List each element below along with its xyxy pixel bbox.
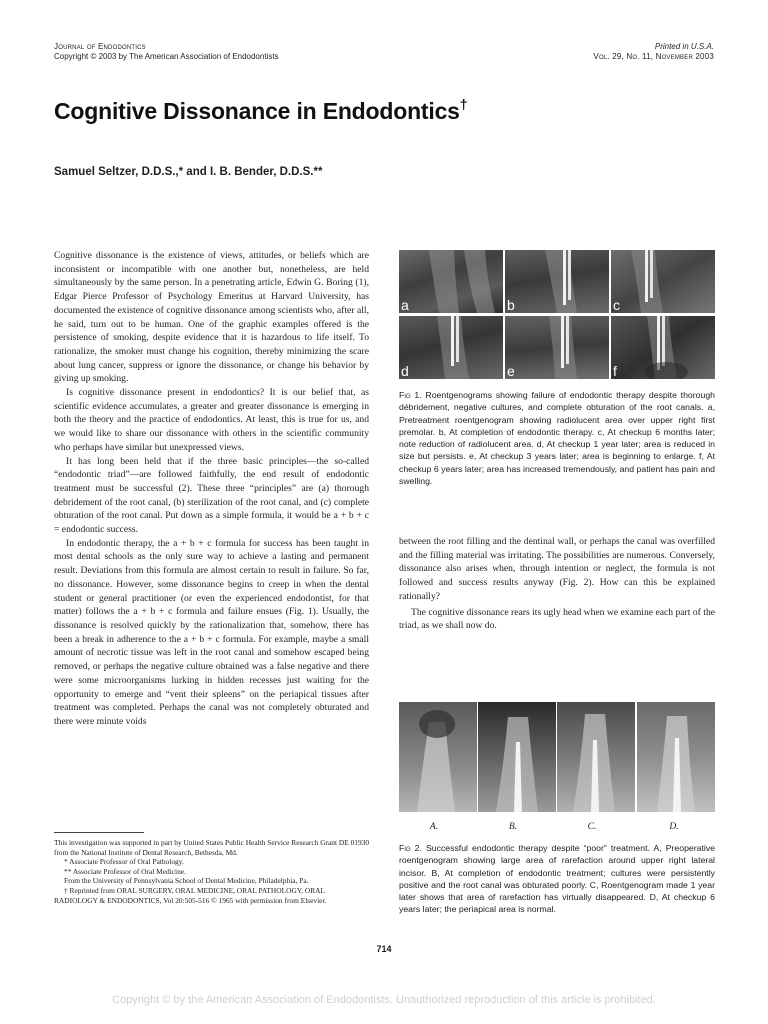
- xray-image-C: [557, 702, 635, 812]
- xray-image-a: [399, 250, 503, 313]
- xray-image-c: [611, 250, 715, 313]
- panel-label: a: [401, 297, 409, 313]
- footnote: * Associate Professor of Oral Pathology.: [64, 857, 184, 867]
- volume-info: Vol. 29, No. 11, November 2003: [593, 52, 714, 61]
- body-paragraph: The cognitive dissonance rears its ugly head when we examine each part of the triad, as we shall now do.: [399, 606, 715, 632]
- title-text: Cognitive Dissonance in Endodontics: [54, 98, 460, 124]
- panel-label: c: [613, 297, 620, 313]
- xray-image-B: [478, 702, 556, 812]
- article-authors: Samuel Seltzer, D.D.S.,* and I. B. Bender, D.D.S.**: [54, 166, 323, 178]
- body-right-column: [399, 535, 715, 633]
- footnotes: [54, 838, 370, 905]
- body-paragraph: In endodontic therapy, the a + b + c formula for success has been taught in most dental schools as the only sure way to achieve a lasting and permanent result. Deviations from this formula are almost certain to result in failure. So far, no dissonance. However, some dissonance begins to creep in when the dental student or general practitioner (or even the experienced endodontist, for that matter) follows the a + b + c formula and failure ensues (Fig. 1). Usually, the dissonance is resolved quickly by the rationalization that, somehow, there has been a break in adherence to the a + b + c formula. For example, maybe a small amount of necrotic tissue was left in the root canal and somehow escaped being removed, or perhaps the negative culture obtained was a false negative and there were some microorganisms lurking in hidden recesses just waiting for the opportunity to emerge and “vent their spleens” on the periapical tissues after treatment was completed. Perhaps the canal was not completely obturated and there were minute voids: [54, 537, 369, 727]
- figure-2-caption: [399, 842, 715, 916]
- caption-label: Fig 2.: [399, 843, 422, 853]
- copyright-footer: Copyright © by the American Association of Endodontists. Unauthorized reproduction of this article is prohibited.: [112, 994, 656, 1006]
- footnote: This investigation was supported in part by United States Public Health Service Research Grant DE 01930 from the National Institute of Dental Research, Bethesda, Md.: [54, 838, 370, 857]
- panel-label: d: [401, 363, 409, 379]
- body-paragraph: between the root filling and the dentinal wall, or perhaps the canal was overfilled and the filling material was irritating. The possibilities are numerous. Conversely, dissonance also arises when, through intention or neglect, the formula is not followed and success results anyway (Fig. 2). How can this be explained rationally?: [399, 536, 715, 602]
- page-number: 714: [376, 944, 392, 954]
- journal-copyright: Copyright © 2003 by The American Association of Endodontists: [54, 52, 279, 61]
- figure-1: [399, 250, 715, 382]
- panel-label: e: [507, 363, 515, 379]
- article-title: [54, 98, 467, 125]
- figure-2-panel-label: A.: [429, 822, 439, 832]
- panel-label: b: [507, 297, 515, 313]
- figure-2: [399, 702, 715, 812]
- figure-2-panel-label: D.: [669, 822, 679, 832]
- panel-label: f: [613, 363, 617, 379]
- xray-image-b: [505, 250, 609, 313]
- issue-header: [593, 42, 714, 62]
- xray-image-f: [611, 316, 715, 379]
- figure-2-panel-label: C.: [587, 822, 597, 832]
- xray-image-e: [505, 316, 609, 379]
- caption-text: Roentgenograms showing failure of endodontic therapy despite thorough débridement, negative cultures, and complete obturation of the root canals. a, Pretreatment roentgenogram showing radiolucent area over upper right first premolar. b, At completion of endodontic therapy. c, At checkup 6 months later; note reduction of radiolucent area. d, At checkup 1 year later; area is reduced in size but persists. e, At checkup 3 years later; area is beginning to enlarge. f, At checkup 6 years later; area has increased tremendously, and patient has pain and swelling.: [399, 390, 715, 487]
- journal-name: Journal of Endodontics: [54, 42, 146, 51]
- footnote: † Reprinted from ORAL SURGERY, ORAL MEDICINE, ORAL PATHOLOGY, ORAL RADIOLOGY & ENDODONTICS, Vol 20:505-516 © 1965 with permission from Elsevier.: [54, 885, 327, 905]
- figure-2-panel-label: B.: [508, 822, 518, 832]
- printed-in: Printed in U.S.A.: [654, 42, 714, 51]
- body-left-column: [54, 249, 369, 729]
- footnote: From the University of Pennsylvania School of Dental Medicine, Philadelphia, Pa.: [64, 876, 309, 886]
- footnote-rule: [54, 832, 144, 833]
- title-dagger: †: [459, 96, 468, 112]
- body-paragraph: Cognitive dissonance is the existence of views, attitudes, or beliefs which are inconsistent or incompatible with one another but, nonetheless, are held simultaneously by the same person. In a penetrating article, Edwin G. Boring (1), Edgar Pierce Professor of Psychology Emeritus at Harvard University, has documented the existence of cognitive dissonance among scientists who, after all, he said, turn out to be human. One of the graphic examples offered is the persistence of smoking, despite evidence that it is hazardous to life itself. To rationalize, the smoker must change his cognition, thereby minimizing the scare about lung cancer, suppress or ignore the dissonance, or change his behavior by giving up smoking.: [54, 250, 369, 385]
- caption-text: Successful endodontic therapy despite “poor” treatment. A, Preoperative roentgenogram showing large area of rarefaction around upper right lateral incisor. B, At completion of endodontic treatment; cultures were persistently positive and the root canal was obturated poorly. C, Roentgenogram made 1 year later shows that area of rarefaction has virtually disappeared. D, At checkup 6 years later; the periapical area is normal.: [399, 843, 715, 915]
- body-paragraph: Is cognitive dissonance present in endodontics? It is our belief that, as scientific evidence accumulates, a greater and greater dissonance is emerging in both the theory and the practice of endodontics. At least, this is true for us, and we would like to share our dissonance with others in the scientific community who perhaps have similar but unexpressed views.: [54, 387, 369, 453]
- xray-image-D: [637, 702, 715, 812]
- xray-image-A: [399, 702, 477, 812]
- caption-label: Fig 1.: [399, 390, 422, 400]
- body-paragraph: It has long been held that if the three basic principles—the so-called “endodontic triad”—are followed faithfully, the end result of endodontic treatment must be successful (2). These three “principles” are (a) thorough debridement of the root canal, (b) sterilization of the root canal, and (c) complete obturation of the root canal. Put down as a simple formula, it would be a + b + c = endodontic success.: [54, 455, 369, 536]
- xray-image-d: [399, 316, 503, 379]
- footnote: ** Associate Professor of Oral Medicine.: [64, 866, 186, 876]
- figure-1-caption: [399, 389, 715, 487]
- journal-header: [54, 42, 279, 62]
